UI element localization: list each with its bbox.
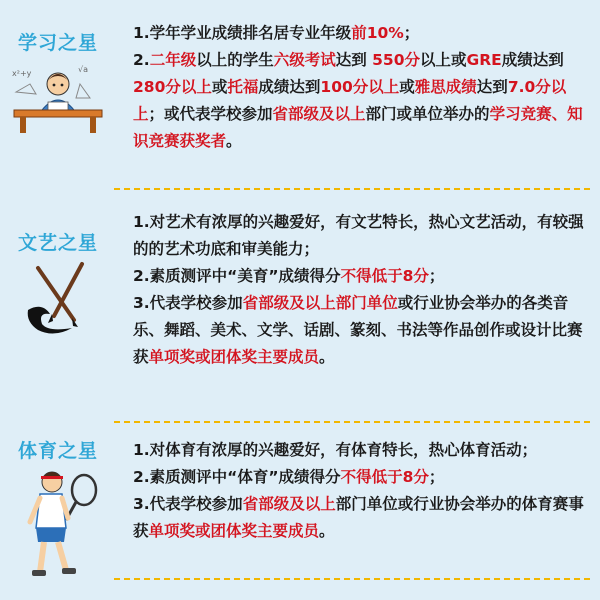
highlight-text: 100分以上: [320, 78, 400, 96]
highlight-text: 前10%: [351, 24, 404, 42]
highlight-text: 省部级及以上: [272, 105, 366, 123]
section-title: 学习之星: [17, 32, 98, 54]
body-text: 或: [399, 78, 415, 96]
body-text: 达到: [335, 51, 373, 69]
highlight-text: 二年级: [149, 51, 197, 69]
body-text: 达到: [476, 78, 508, 96]
calligraphy-brush-icon: [8, 258, 108, 338]
highlight-text: 550分: [372, 51, 420, 69]
list-item: [133, 464, 585, 491]
highlight-text: 不得低于8分: [340, 468, 429, 486]
body-text: 2.素质测评中“体育”成绩得分: [133, 468, 341, 486]
section-content: [133, 209, 585, 371]
section-content: [133, 437, 585, 545]
body-text: 以上的学生: [196, 51, 274, 69]
highlight-text: 280分以上: [133, 78, 212, 96]
section-content: [133, 20, 585, 155]
body-text: 部门或单位举办的: [365, 105, 490, 123]
section-title: 文艺之星: [17, 232, 98, 254]
body-text: 2.: [133, 51, 150, 69]
tennis-player-icon: [8, 464, 108, 586]
highlight-text: 省部级及以上部门单位: [242, 294, 398, 312]
body-text: 2.素质测评中“美育”成绩得分: [133, 267, 341, 285]
body-text: ；: [428, 267, 445, 285]
highlight-text: 省部级及以上: [242, 495, 336, 513]
body-text: 或: [211, 78, 228, 96]
highlight-text: 7.0分以上: [133, 78, 567, 123]
svg-text:x²+y: x²+y: [12, 69, 32, 78]
list-item: [133, 263, 585, 290]
highlight-text: 六级考试: [273, 51, 336, 69]
section-title: 体育之星: [17, 440, 98, 462]
studying-boy-icon: [8, 62, 108, 134]
highlight-text: 单项奖或团体奖主要成员: [148, 522, 320, 540]
svg-text:√a: √a: [78, 65, 88, 74]
list-item: [133, 209, 585, 263]
body-text: 成绩达到: [501, 51, 564, 69]
body-text: 1.对艺术有浓厚的兴趣爱好，有文艺特长，热心文艺活动，有较强的的艺术功底和审美能力；: [133, 213, 584, 258]
highlight-text: 单项奖或团体奖主要成员: [148, 348, 320, 366]
highlight-text: 托福: [227, 78, 259, 96]
body-text: 。: [319, 348, 335, 366]
body-text: ；或代表学校参加: [148, 105, 273, 123]
body-text: 3.代表学校参加: [133, 294, 243, 312]
divider: [114, 188, 590, 190]
body-text: 1.学年学业成绩排名居专业年级: [133, 24, 352, 42]
highlight-text: 学习竞赛、知识竞赛获奖者: [133, 105, 583, 150]
body-text: 。: [319, 522, 335, 540]
body-text: 1.对体育有浓厚的兴趣爱好，有体育特长，热心体育活动；: [133, 441, 538, 459]
highlight-text: 不得低于8分: [340, 267, 429, 285]
list-item: [133, 20, 585, 47]
body-text: 。: [226, 132, 242, 150]
body-text: 3.代表学校参加: [133, 495, 243, 513]
body-text: 成绩达到: [258, 78, 321, 96]
body-text: ；: [428, 468, 445, 486]
highlight-text: GRE: [466, 51, 502, 69]
divider: [114, 578, 590, 580]
body-text: ；: [403, 24, 420, 42]
body-text: 部门单位或行业协会举办的体育赛事获: [133, 495, 584, 540]
list-item: [133, 290, 585, 371]
list-item: [133, 47, 585, 155]
body-text: 以上或: [420, 51, 467, 69]
list-item: [133, 437, 585, 464]
body-text: 或行业协会举办的各类音乐、舞蹈、美术、文学、话剧、篆刻、书法等作品创作或设计比赛获: [133, 294, 583, 366]
highlight-text: 雅思成绩: [414, 78, 477, 96]
divider: [114, 421, 590, 423]
list-item: [133, 491, 585, 545]
